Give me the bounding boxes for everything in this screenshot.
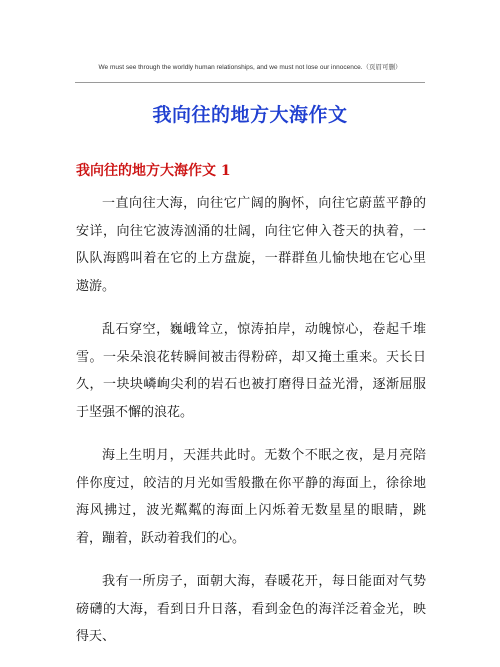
header-divider bbox=[75, 82, 425, 83]
paragraph-3: 海上生明月，天涯共此时。无数个不眠之夜，是月亮陪伴你度过，皎洁的月光如雪般撒在你平静的海面上，徐徐地海风拂过，波光粼粼的海面上闪烁着无数星星的眼睛，跳着，蹦着，跃动着我们的心。 bbox=[76, 448, 426, 546]
paragraph-2: 乱石穿空，巍峨耸立，惊涛拍岸，动魄惊心，卷起千堆雪。一朵朵浪花转瞬间被击得粉碎，却又掩土重来。天长日久，一块块嶙峋尖利的岩石也被打磨得日益光滑，逐渐屈服于坚强不懈的浪花。 bbox=[76, 322, 426, 420]
paragraph-4: 我有一所房子，面朝大海，春暖花开，每日能面对气势磅礴的大海，看到日升日落，看到金色的海洋泛着金光，映得天、 bbox=[76, 574, 426, 644]
paragraph-1: 一直向往大海，向往它广阔的胸怀，向往它蔚蓝平静的安详，向往它波涛汹涌的壮阔，向往它伸入苍天的执着，一队队海鸥叫着在它的上方盘旋，一群群鱼儿愉快地在它心里遨游。 bbox=[76, 196, 426, 294]
section-heading: 我向往的地方大海作文 1 bbox=[76, 163, 231, 179]
page-header: We must see through the worldly human relationships, and we must not lose our innocence.（页眉可删） bbox=[98, 64, 402, 71]
document-body bbox=[76, 190, 426, 667]
document-title: 我向往的地方大海作文 bbox=[152, 104, 348, 126]
